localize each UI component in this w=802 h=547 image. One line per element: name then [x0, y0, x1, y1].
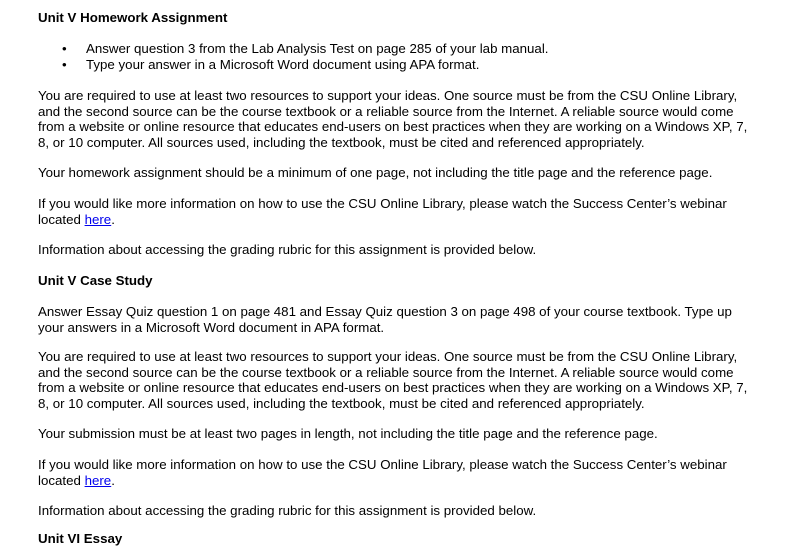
homework-heading: Unit V Homework Assignment — [38, 10, 228, 25]
paragraph-line: Answer Essay Quiz question 1 on page 481 and Essay Quiz question 3 on page 498 of your course textbook. Type up — [38, 304, 732, 319]
case-study-webinar-link[interactable]: here — [84, 472, 112, 488]
homework-webinar-paragraph — [38, 196, 774, 227]
bullet-icon: • — [62, 57, 67, 72]
paragraph-line: from a website or online resource that educates end-users on best practices when they are working on a Windows XP, 7, — [38, 119, 748, 134]
case-study-rubric-note: Information about accessing the grading rubric for this assignment is provided below. — [38, 503, 537, 518]
homework-bullet-item — [38, 57, 548, 73]
paragraph-line: If you would like more information on how to use the CSU Online Library, please watch the Success Center’s webinar — [38, 457, 727, 472]
paragraph-line: 8, or 10 computer. All sources used, including the textbook, must be cited and referenced appropriately. — [38, 134, 645, 150]
bullet-text: Type your answer in a Microsoft Word document using APA format. — [86, 57, 480, 72]
homework-bullet-list — [38, 41, 548, 73]
webinar-prefix: located — [38, 472, 85, 488]
case-study-resources-paragraph — [38, 349, 774, 411]
paragraph-line: You are required to use at least two resources to support your ideas. One source must be from the CSU Online Library, — [38, 349, 738, 364]
paragraph-line: your answers in a Microsoft Word document in APA format. — [38, 319, 385, 335]
webinar-suffix: . — [111, 472, 115, 488]
next-section-heading: Unit VI Essay — [38, 531, 123, 546]
paragraph-line — [38, 212, 774, 228]
paragraph-line: from a website or online resource that educates end-users on best practices when they are working on a Windows XP, 7, — [38, 380, 748, 395]
case-study-webinar-paragraph — [38, 457, 774, 488]
webinar-suffix: . — [111, 211, 115, 227]
case-study-length-note: Your submission must be at least two pages in length, not including the title page and the reference page. — [38, 426, 658, 441]
paragraph-line: If you would like more information on how to use the CSU Online Library, please watch the Success Center’s webinar — [38, 196, 727, 211]
paragraph-line: and the second source can be the course textbook or a reliable source from the Internet. A reliable source would come — [38, 103, 734, 119]
paragraph-line: You are required to use at least two resources to support your ideas. One source must be from the CSU Online Library, — [38, 88, 738, 103]
bullet-icon: • — [62, 41, 67, 56]
paragraph-line: 8, or 10 computer. All sources used, including the textbook, must be cited and referenced appropriately. — [38, 395, 645, 411]
case-study-heading: Unit V Case Study — [38, 273, 153, 288]
homework-bullet-item — [38, 41, 548, 57]
case-study-instructions — [38, 304, 774, 335]
webinar-prefix: located — [38, 211, 85, 227]
homework-rubric-note: Information about accessing the grading rubric for this assignment is provided below. — [38, 242, 537, 257]
homework-resources-paragraph — [38, 88, 774, 150]
paragraph-line — [38, 473, 774, 489]
homework-webinar-link[interactable]: here — [84, 211, 112, 227]
paragraph-line: and the second source can be the course textbook or a reliable source from the Internet. A reliable source would come — [38, 364, 734, 380]
homework-length-note: Your homework assignment should be a minimum of one page, not including the title page and the reference page. — [38, 165, 713, 180]
bullet-text: Answer question 3 from the Lab Analysis Test on page 285 of your lab manual. — [86, 41, 549, 56]
